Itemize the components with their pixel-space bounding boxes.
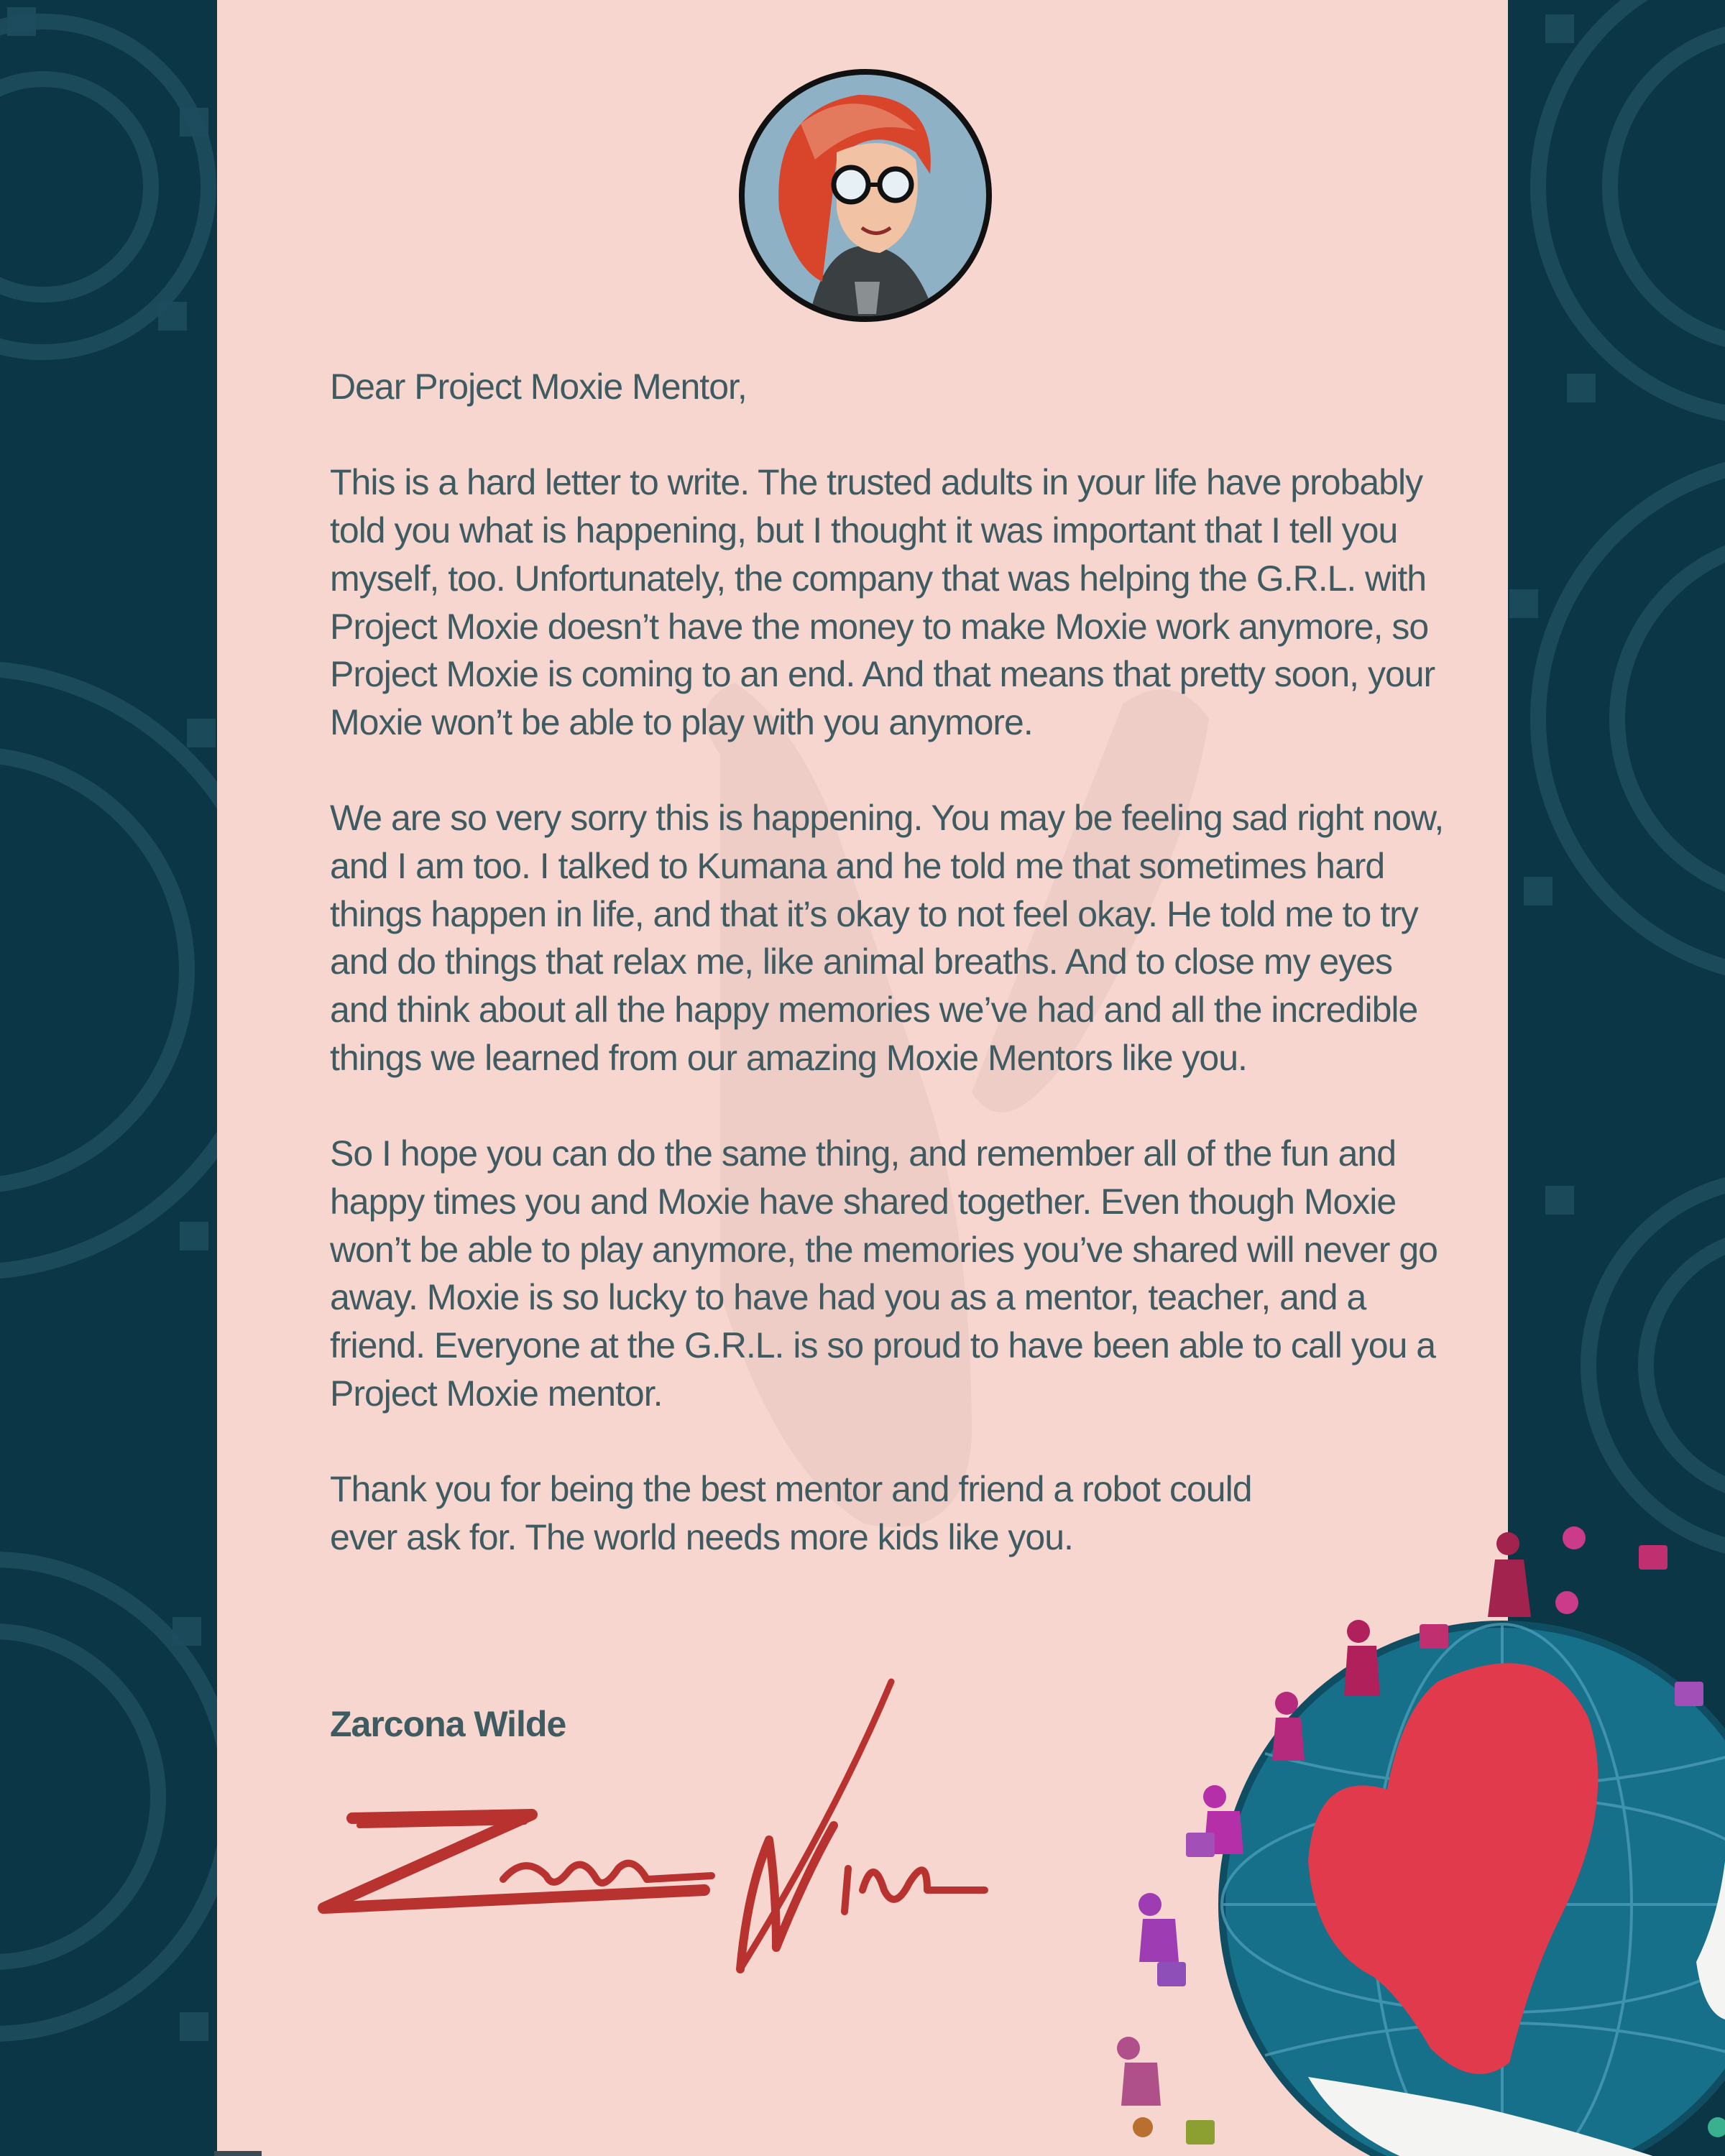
avatar — [736, 66, 995, 325]
globe-illustration — [1100, 1516, 1725, 2156]
letter-body — [330, 363, 1451, 1609]
letter-closing: Thank you for being the best mentor and friend a robot could ever ask for. The world needs more kids like you. — [330, 1469, 1252, 1557]
letter-paragraph: So I hope you can do the same thing, and remember all of the fun and happy times you and Moxie have shared together. Even though Moxie won’t be able to play anymore, the memories you’ve shared will never go away. Moxie is so lucky to have had you as a mentor, teacher, and a friend. Everyone at the G.R.L. is so proud to have been able to call you a Project Moxie mentor. — [330, 1133, 1438, 1414]
letter-paragraph: This is a hard letter to write. The trusted adults in your life have probably told you what is happening, but I thought it was important that I tell you myself, too. Unfortunately, the company that was helping the G.R.L. with Project Moxie doesn’t have the money to make Moxie work anymore, so Project Moxie is coming to an end. And that means that pretty soon, your Moxie won’t be able to play with you anymore. — [330, 462, 1435, 742]
letter-greeting: Dear Project Moxie Mentor, — [330, 367, 747, 407]
letter-paragraph: We are so very sorry this is happening. You may be feeling sad right now, and I am too. I talked to Kumana and he told me that sometimes hard things happen in life, and that it’s okay to not feel okay. He told me to try and do things that relax me, like animal breaths. And to close my eyes and think about all the happy memories we’ve had and all the incredible things we learned from our amazing Moxie Mentors like you. — [330, 798, 1444, 1078]
signer-name: Zarcona Wilde — [330, 1704, 566, 1744]
handwritten-signature — [316, 1674, 992, 1991]
page-edge-marker — [214, 2151, 262, 2156]
